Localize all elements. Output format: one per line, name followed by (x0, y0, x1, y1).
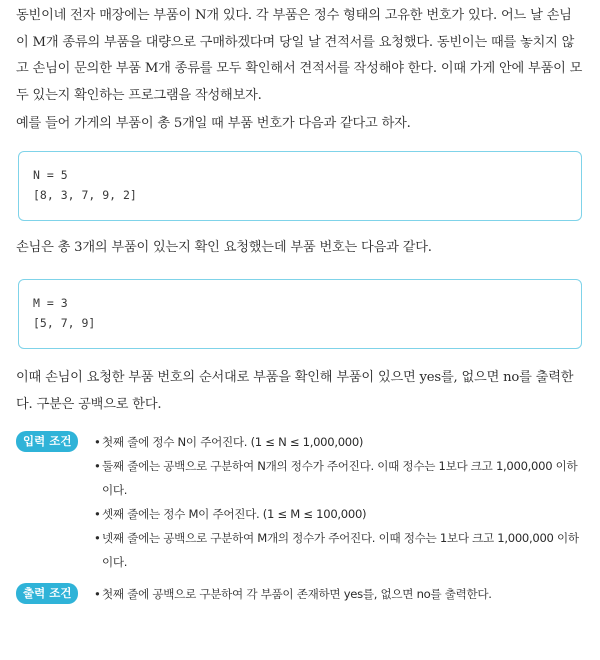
parts-code-box (18, 151, 582, 221)
output-condition-badge: 출력 조건 (16, 583, 78, 604)
code-line: [5, 7, 9] (33, 316, 96, 330)
request-paragraph: 손님은 총 3개의 부품이 있는지 확인 요청했는데 부품 번호는 다음과 같다. (16, 239, 432, 255)
code-line: N = 5 (33, 167, 68, 182)
example-paragraph: 예를 들어 가게의 부품이 총 5개일 때 부품 번호가 다음과 같다고 하자. (16, 116, 411, 131)
rule-paragraph: 이때 손님이 요청한 부품 번호의 순서대로 부품을 확인해 부품이 있으면 yes를, 없으면 no를 출력한다. 구분은 공백으로 한다. (16, 370, 574, 412)
input-condition-badge: 입력 조건 (16, 431, 78, 452)
output-condition-section (16, 582, 584, 606)
input-condition-item: • 둘째 줄에는 공백으로 구분하여 N개의 정수가 주어진다. 이때 정수는 1보다 크고 1,000,000 이하이다. (94, 454, 584, 502)
input-condition-item: • 셋째 줄에는 정수 M이 주어진다. (1 ≤ M ≤ 100,000) (94, 502, 584, 526)
code-line: [8, 3, 7, 9, 2] (33, 187, 137, 202)
input-condition-item: • 첫째 줄에 정수 N이 주어진다. (1 ≤ N ≤ 1,000,000) (94, 430, 584, 454)
input-condition-section (16, 430, 584, 574)
intro-paragraph: 동빈이네 전자 매장에는 부품이 N개 있다. 각 부품은 정수 형태의 고유한 번호가 있다. 어느 날 손님이 M개 종류의 부품을 대량으로 구매하겠다며 당일 날 견적서를 요청했다. 동빈이는 때를 놓치지 않고 손님이 문의한 부품 M개 종류를 모두 확인해서 견적서를 작성해야 한다. 이때 가게 안에 부품이 모두 있는지 확인하는 프로그램을 작성해보자. (16, 8, 583, 103)
code-line: M = 3 (33, 296, 68, 310)
input-condition-item: • 넷째 줄에는 공백으로 구분하여 M개의 정수가 주어진다. 이때 정수는 1보다 크고 1,000,000 이하이다. (94, 526, 584, 574)
request-code-box (18, 279, 582, 349)
output-condition-item: • 첫째 줄에 공백으로 구분하여 각 부품이 존재하면 yes를, 없으면 no를 출력한다. (94, 582, 584, 606)
